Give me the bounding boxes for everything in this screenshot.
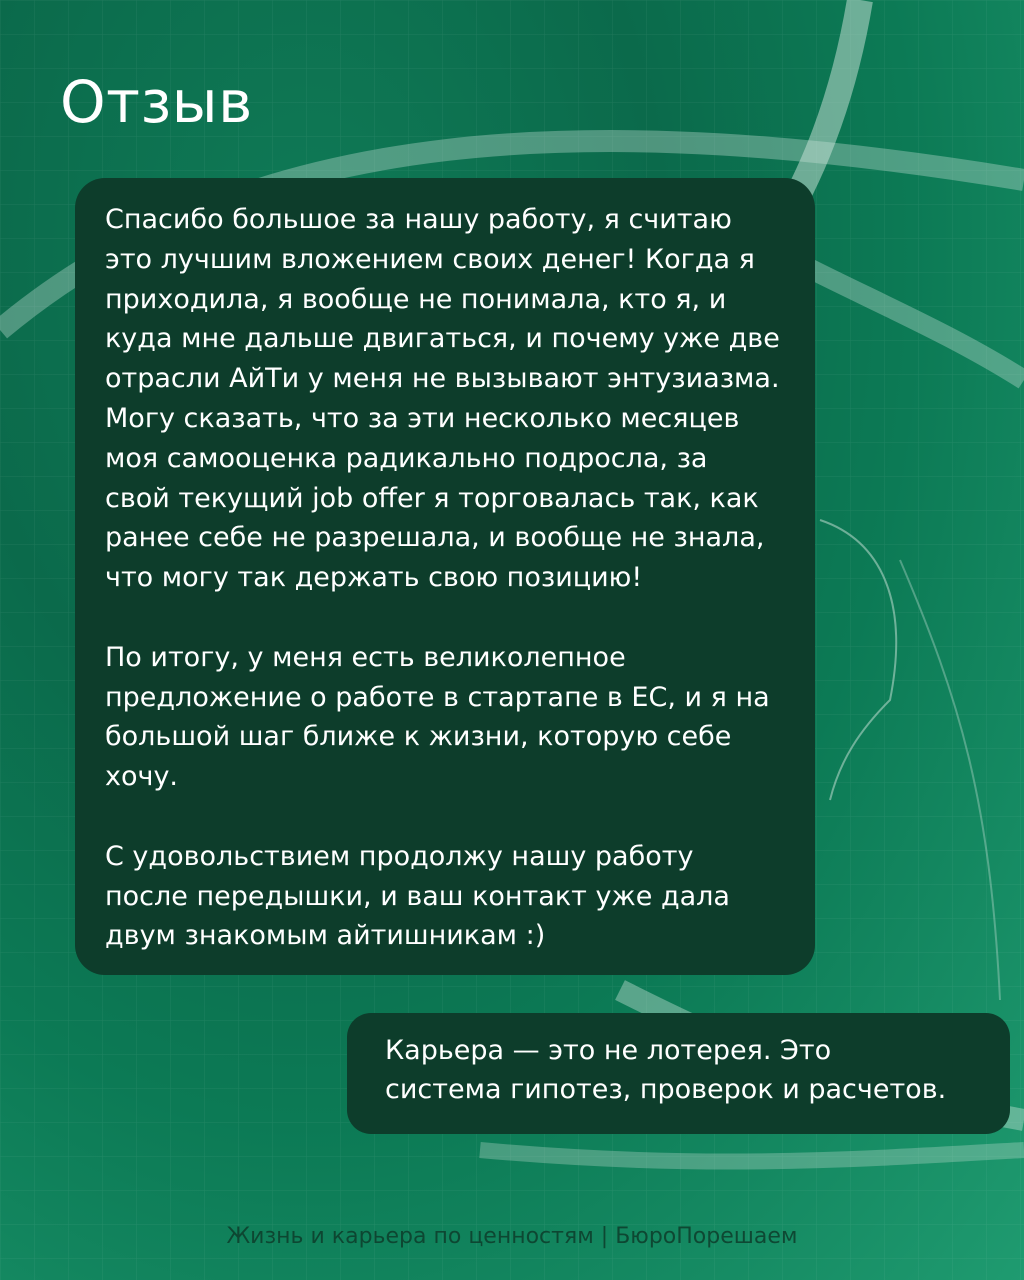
footer-caption: Жизнь и карьера по ценностям | БюроПорешаем (226, 1224, 798, 1249)
review-paragraph: Спасибо большое за нашу работу, я считаю это лучшим вложением своих денег! Когда я приходила, я вообще не понимала, кто я, и куда мне дальше двигаться, и почему уже две отрасли АйТи у меня не вызывают энтузиазма. Могу сказать, что за эти несколько месяцев моя самооценка радикально подросла, за свой текущий job offer я торговалась так, как ранее себе не разрешала, и вообще не знала, что могу так держать свою позицию! (105, 204, 780, 594)
tagline-card (347, 1013, 1010, 1134)
review-paragraph: По итогу, у меня есть великолепное предложение о работе в стартапе в ЕС, и я на большой шаг ближе к жизни, которую себе хочу. (105, 641, 770, 793)
page-title: Отзыв (60, 68, 253, 136)
review-paragraph: С удовольствием продолжу нашу работу после передышки, и ваш контакт уже дала двум знакомым айтишникам :) (105, 840, 730, 952)
tagline-text: Карьера — это не лотерея. Это система гипотез, проверок и расчетов. (385, 1035, 947, 1105)
review-card (75, 178, 815, 975)
